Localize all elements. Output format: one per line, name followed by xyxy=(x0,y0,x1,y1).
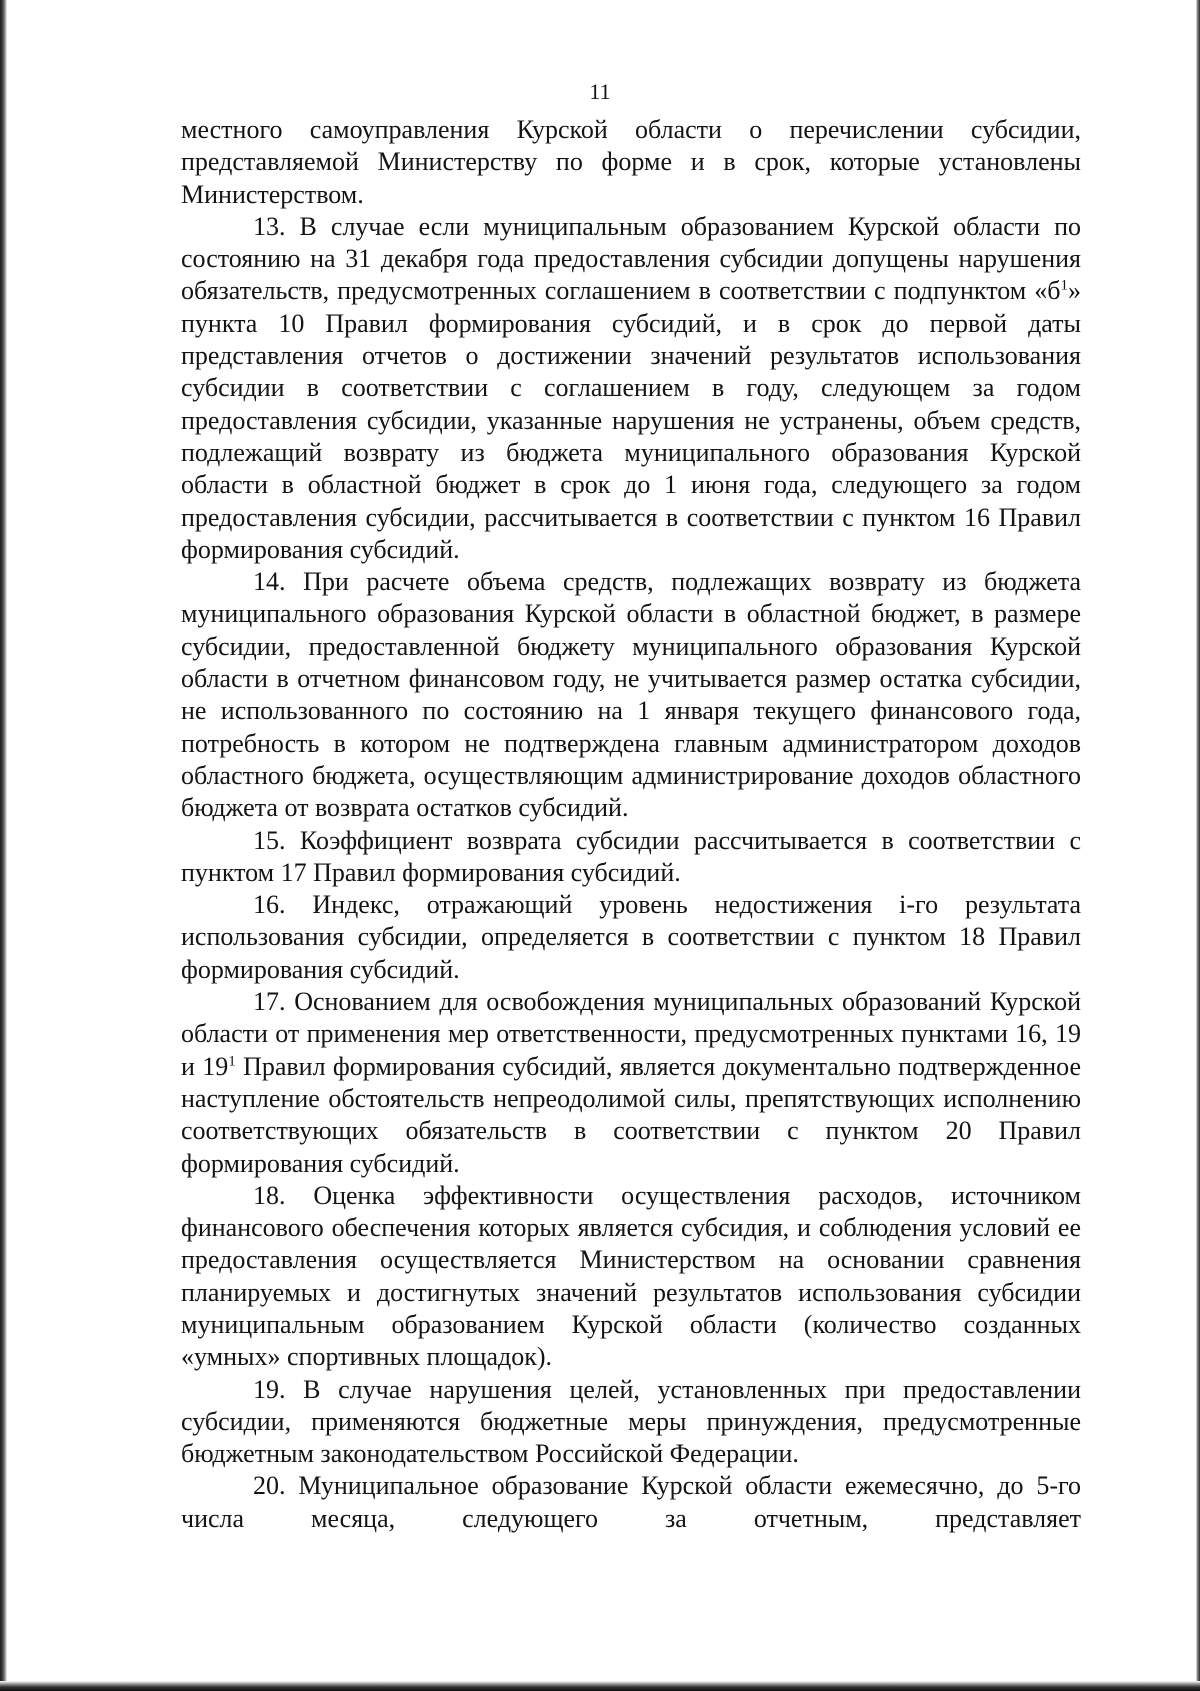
superscript: 1 xyxy=(1060,277,1068,294)
paragraph-continuation: местного самоуправления Курской области о перечислении субсидии, представляемой Министерству по форме и в срок, которые установлены Министерством. xyxy=(181,115,1081,209)
page-number: 11 xyxy=(589,79,611,104)
paragraph-18: 18. Оценка эффективности осуществления расходов, источником финансового обеспечения которых является субсидия, и соблюдения условий ее предоставления осуществляется Министерством на основании сравнения планируемых и достигнутых значений результатов использования субсидии муниципальным образованием Курской области (количество созданных «умных» спортивных площадок). xyxy=(181,1180,1081,1372)
paragraph-15: 15. Коэффициент возврата субсидии рассчитывается в соответствии с пунктом 17 Правил формирования субсидий. xyxy=(181,825,1081,887)
paragraph-17: 17. Основанием для освобождения муниципальных образований Курской области от применения мер ответственности, предусмотренных пунктами 16, 19 и $19^1$ Правил формирования субсидий, является документально подтвержденное наступление обстоятельств непреодолимой силы, препятствующих исполнению соответствующих обязательств в соответствии с пунктом 20 Правил формирования субсидий. xyxy=(181,987,1081,1178)
paragraph-14: 14. При расчете объема средств, подлежащих возврату из бюджета муниципального образования Курской области в областной бюджет, в размере субсидии, предоставленной бюджету муниципального образования Курской области в отчетном финансовом году, не учитывается размер остатка субсидии, не использованного по состоянию на 1 января текущего финансового года, потребность в котором не подтверждена главным администратором доходов областного бюджета, осуществляющим администрирование доходов областного бюджета от возврата остатков субсидий. xyxy=(181,567,1081,823)
paragraph-13: 13. В случае если муниципальным образованием Курской области по состоянию на 31 декабря года предоставления субсидии допущены нарушения обязательств, предусмотренных соглашением в соответствии с подпунктом «$б^1$» пункта 10 Правил формирования субсидий, и в срок до первой даты представления отчетов о достижении значений результатов использования субсидии в соответствии с соглашением в году, следующем за годом предоставления субсидии, указанные нарушения не устранены, объем средств, подлежащий возврату из бюджета муниципального образования Курской области в областной бюджет в срок до 1 июня года, следующего за годом предоставления субсидии, рассчитывается в соответствии с пунктом 16 Правил формирования субсидий. xyxy=(181,211,1081,564)
scan-edge-left xyxy=(0,0,7,1691)
paragraph-19: 19. В случае нарушения целей, установленных при предоставлении субсидии, применяются бюджетные меры принуждения, предусмотренные бюджетным законодательством Российской Федерации. xyxy=(181,1374,1081,1469)
document-body xyxy=(181,114,1081,1535)
paragraph-20: 20. Муниципальное образование Курской области ежемесячно, до 5-го числа месяца, следующего за отчетным, представляет xyxy=(181,1471,1081,1533)
scan-edge-bottom xyxy=(0,1681,1200,1691)
scan-edge-right xyxy=(1196,0,1200,1691)
paragraph-16: 16. Индекс, отражающий уровень недостижения i-го результата использования субсидии, определяется в соответствии с пунктом 18 Правил формирования субсидий. xyxy=(181,890,1081,984)
superscript: 1 xyxy=(228,1052,236,1069)
